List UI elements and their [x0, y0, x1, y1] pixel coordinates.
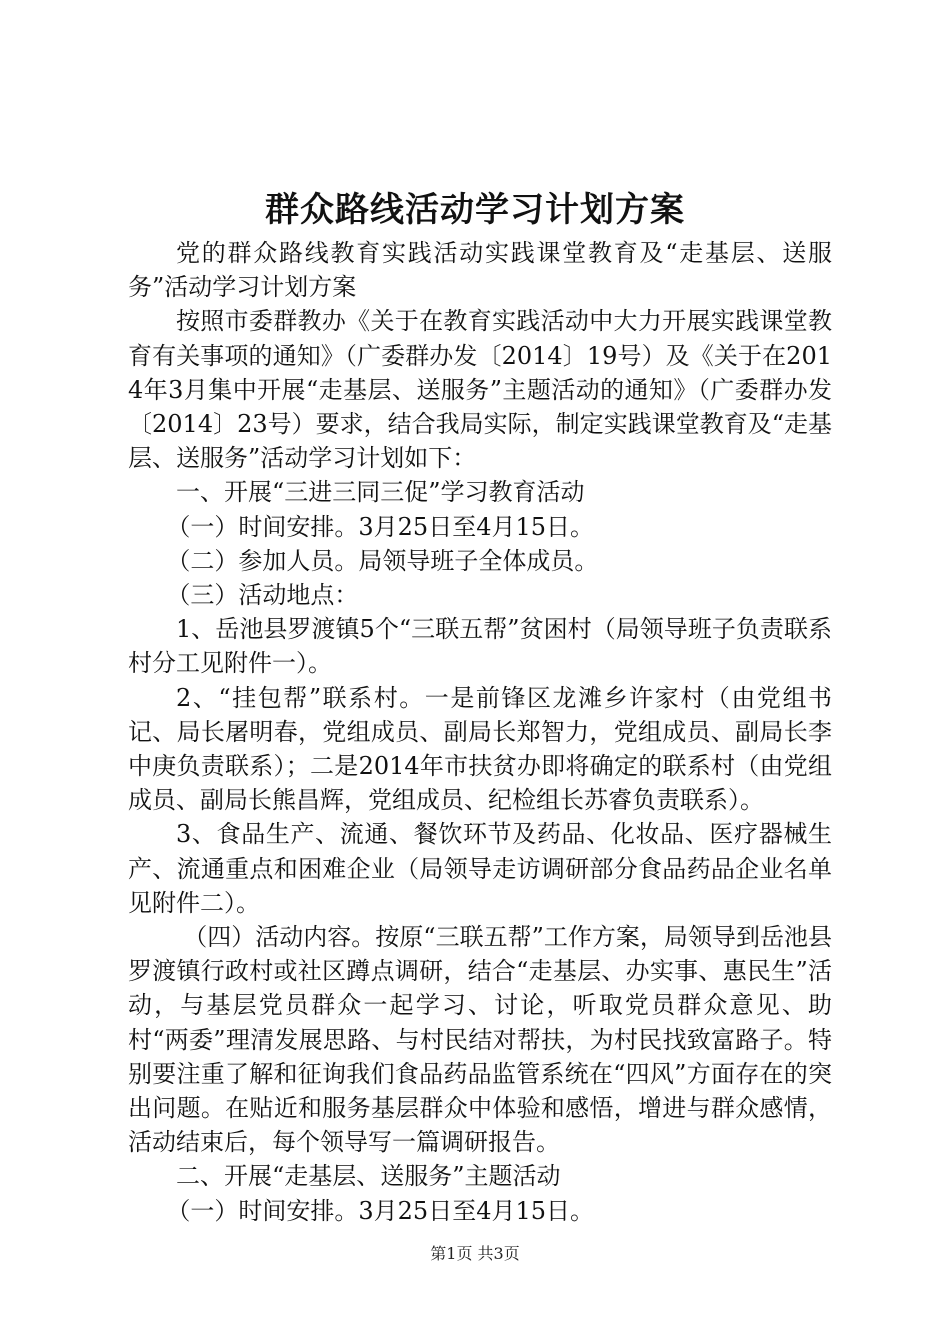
- paragraph-content: （四）活动内容。按原“三联五帮”工作方案，局领导到岳池县罗渡镇行政村或社区蹲点调研，结合“走基层、办实事、惠民生”活动，与基层党员群众一起学习、讨论，听取党员群众意见、助村“两委”理清发展思路、与村民结对帮扶，为村民找致富路子。特别要注重了解和征询我们食品药品监管系统在“四风”方面存在的突出问题。在贴近和服务基层群众中体验和感悟，增进与群众感情，活动结束后，每个领导写一篇调研报告。: [128, 923, 832, 1157]
- section-heading-2: 二、开展“走基层、送服务”主题活动: [176, 1162, 561, 1191]
- document-body: [128, 236, 832, 1228]
- paragraph-intro: 按照市委群教办《关于在教育实践活动中大力开展实践课堂教育有关事项的通知》（广委群办发〔2014〕19号）及《关于在2014年3月集中开展“走基层、送服务”主题活动的通知》（广委群办发〔2014〕23号）要求，结合我局实际，制定实践课堂教育及“走基层、送服务”活动学习计划如下：: [128, 307, 832, 473]
- page-footer: 第1页 共3页: [430, 1244, 520, 1263]
- paragraph-location-item-3: 3、食品生产、流通、餐饮环节及药品、化妆品、医疗器械生产、流通重点和困难企业（局领导走访调研部分食品药品企业名单见附件二）。: [128, 820, 832, 917]
- paragraph-time-2: （一）时间安排。3月25日至4月15日。: [166, 1196, 595, 1225]
- paragraph-location-item-1: 1、岳池县罗渡镇5个“三联五帮”贫困村（局领导班子负责联系村分工见附件一）。: [128, 615, 832, 678]
- paragraph-location: （三）活动地点：: [166, 581, 359, 610]
- section-heading-1: 一、开展“三进三同三促”学习教育活动: [176, 478, 585, 507]
- paragraph-time-1: （一）时间安排。3月25日至4月15日。: [166, 512, 595, 541]
- paragraph-location-item-2: 2、“挂包帮”联系村。一是前锋区龙滩乡许家村（由党组书记、局长屠明春，党组成员、副局长郑智力，党组成员、副局长李中庚负责联系）；二是2014年市扶贫办即将确定的联系村（由党组成员、副局长熊昌辉，党组成员、纪检组长苏睿负责联系）。: [128, 683, 832, 815]
- paragraph-participants: （二）参加人员。局领导班子全体成员。: [166, 546, 599, 575]
- document-title: 群众路线活动学习计划方案: [265, 190, 685, 230]
- paragraph-subtitle: 党的群众路线教育实践活动实践课堂教育及“走基层、送服务”活动学习计划方案: [128, 239, 832, 302]
